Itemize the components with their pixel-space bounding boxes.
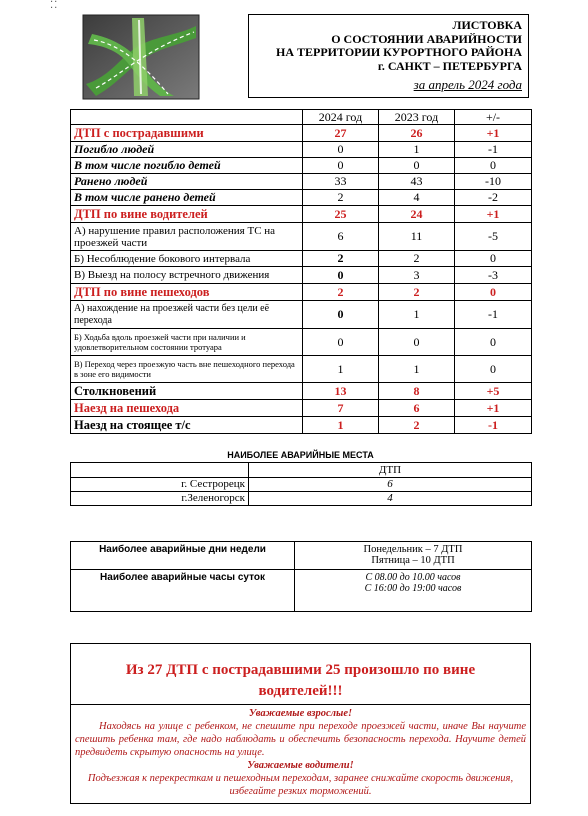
row-value-2023: 1	[379, 356, 455, 383]
row-label: ДТП с пострадавшими	[71, 125, 303, 142]
row-value-2024: 7	[303, 400, 379, 417]
row-value-2024: 2	[303, 251, 379, 267]
row-value-2023: 2	[379, 251, 455, 267]
notice-body	[75, 707, 526, 798]
table-row	[71, 174, 532, 190]
days-value-2: Пятница – 10 ДТП	[371, 555, 455, 566]
row-value-2024: 2	[303, 284, 379, 301]
row-value-2023: 24	[379, 206, 455, 223]
row-label: В том числе ранено детей	[71, 190, 303, 206]
place-name: г. Сестрорецк	[71, 478, 249, 492]
table-header-row	[71, 110, 532, 125]
header-cell-diff: +/-	[455, 110, 532, 125]
place-count: 6	[249, 478, 532, 492]
days-label: Наиболее аварийные дни недели	[71, 542, 295, 570]
row-label: В) Выезд на полосу встречного движения	[71, 267, 303, 284]
row-diff: -10	[455, 174, 532, 190]
row-value-2024: 0	[303, 142, 379, 158]
days-value	[295, 542, 532, 570]
row-label: Б) Несоблюдение бокового интервала	[71, 251, 303, 267]
row-value-2023: 26	[379, 125, 455, 142]
row-diff: +1	[455, 125, 532, 142]
days-row	[71, 542, 532, 570]
table-row	[71, 356, 532, 383]
row-value-2024: 0	[303, 158, 379, 174]
table-row	[71, 329, 532, 356]
places-header-empty	[71, 463, 249, 478]
place-count: 4	[249, 492, 532, 506]
table-row	[71, 142, 532, 158]
table-row	[71, 267, 532, 284]
places-table	[70, 462, 532, 506]
row-label: Б) Ходьба вдоль проезжей части при наличии и удовлетворительном состоянии тротуара	[71, 329, 303, 356]
row-label: А) нарушение правил расположения ТС на проезжей части	[71, 223, 303, 251]
table-row	[71, 190, 532, 206]
row-value-2024: 13	[303, 383, 379, 400]
days-hours-table	[70, 541, 532, 612]
road-logo	[82, 14, 200, 100]
row-label: ДТП по вине водителей	[71, 206, 303, 223]
table-row	[71, 301, 532, 329]
table-row	[71, 125, 532, 142]
places-title: НАИБОЛЕЕ АВАРИЙНЫЕ МЕСТА	[227, 450, 374, 460]
table-row	[71, 158, 532, 174]
row-diff: 0	[455, 356, 532, 383]
row-value-2023: 11	[379, 223, 455, 251]
table-row	[71, 400, 532, 417]
table-row	[71, 223, 532, 251]
places-header-row	[71, 463, 532, 478]
row-diff: 0	[455, 284, 532, 301]
row-value-2023: 0	[379, 329, 455, 356]
table-row	[71, 417, 532, 434]
statistics-table	[70, 109, 532, 434]
row-value-2024: 0	[303, 329, 379, 356]
row-diff: +1	[455, 206, 532, 223]
row-diff: -2	[455, 190, 532, 206]
row-label: Ранено людей	[71, 174, 303, 190]
drivers-text: Подъезжая к перекресткам и пешеходным переходам, заранее снижайте скорость движения, избегайте резких торможений.	[87, 773, 514, 797]
row-value-2024: 0	[303, 267, 379, 284]
row-value-2023: 8	[379, 383, 455, 400]
row-value-2023: 4	[379, 190, 455, 206]
row-value-2024: 1	[303, 356, 379, 383]
notice-headline: Из 27 ДТП с пострадавшими 25 произошло по вине водителей!!!	[125, 662, 476, 699]
days-value-1: Понедельник – 7 ДТП	[363, 544, 463, 555]
row-value-2023: 1	[379, 301, 455, 329]
drivers-title: Уважаемые водители!	[247, 760, 354, 771]
header-period: за апрель 2024 года	[413, 77, 522, 92]
row-diff: -1	[455, 417, 532, 434]
row-value-2024: 6	[303, 223, 379, 251]
notice-divider	[71, 704, 530, 705]
places-header-dtp: ДТП	[249, 463, 532, 478]
row-value-2023: 6	[379, 400, 455, 417]
row-diff: +5	[455, 383, 532, 400]
road-logo-icon	[82, 14, 200, 100]
row-label: В) Переход через проезжую часть вне пешеходного перехода в зоне его видимости	[71, 356, 303, 383]
row-diff: +1	[455, 400, 532, 417]
row-value-2023: 1	[379, 142, 455, 158]
corner-marker: ⁚⁚	[50, 0, 59, 11]
header-line-2: О СОСТОЯНИИ АВАРИЙНОСТИ	[331, 31, 522, 46]
header-line-1: ЛИСТОВКА	[452, 18, 522, 32]
row-value-2024: 33	[303, 174, 379, 190]
table-row	[71, 492, 532, 506]
hours-value-2: С 16:00 до 19:00 часов	[364, 583, 462, 594]
hours-value	[295, 570, 532, 612]
row-diff: -5	[455, 223, 532, 251]
table-row	[71, 383, 532, 400]
row-diff: -1	[455, 142, 532, 158]
row-label: А) нахождение на проезжей части без цели её перехода	[71, 301, 303, 329]
row-diff: 0	[455, 329, 532, 356]
row-label: Наезд на стоящее т/с	[71, 417, 303, 434]
hours-value-1: С 08.00 до 10.00 часов	[365, 572, 461, 583]
table-row	[71, 478, 532, 492]
hours-row	[71, 570, 532, 612]
header-box	[248, 14, 529, 98]
header-cell-2024: 2024 год	[303, 110, 379, 125]
table-row	[71, 206, 532, 223]
header-cell-2023: 2023 год	[379, 110, 455, 125]
row-label: Наезд на пешехода	[71, 400, 303, 417]
row-label: Погибло людей	[71, 142, 303, 158]
header-cell-empty	[71, 110, 303, 125]
row-diff: -1	[455, 301, 532, 329]
row-value-2023: 43	[379, 174, 455, 190]
header-line-3: НА ТЕРРИТОРИИ КУРОРТНОГО РАЙОНА	[276, 45, 522, 59]
row-label: В том числе погибло детей	[71, 158, 303, 174]
row-label: Столкновений	[71, 383, 303, 400]
hours-label: Наиболее аварийные часы суток	[71, 570, 295, 612]
row-value-2023: 2	[379, 284, 455, 301]
place-name: г.Зеленогорск	[71, 492, 249, 506]
row-value-2024: 2	[303, 190, 379, 206]
row-value-2024: 0	[303, 301, 379, 329]
row-diff: -3	[455, 267, 532, 284]
row-value-2023: 0	[379, 158, 455, 174]
row-value-2024: 27	[303, 125, 379, 142]
row-value-2024: 25	[303, 206, 379, 223]
row-diff: 0	[455, 158, 532, 174]
row-label: ДТП по вине пешеходов	[71, 284, 303, 301]
header-title	[276, 19, 522, 73]
table-row	[71, 251, 532, 267]
table-row	[71, 284, 532, 301]
row-diff: 0	[455, 251, 532, 267]
adults-title: Уважаемые взрослые!	[248, 708, 353, 719]
row-value-2024: 1	[303, 417, 379, 434]
row-value-2023: 2	[379, 417, 455, 434]
row-value-2023: 3	[379, 267, 455, 284]
notice-box	[70, 643, 531, 804]
adults-text: Находясь на улице с ребенком, не спешите при переходе проезжей части, иначе Вы научите спешить ребенка там, где надо наблюдать и обеспечить безопасность перехода. Научите детей предвидеть скрытую опасность на улице.	[75, 721, 526, 758]
header-line-4: г. САНКТ – ПЕТЕРБУРГА	[377, 58, 522, 73]
